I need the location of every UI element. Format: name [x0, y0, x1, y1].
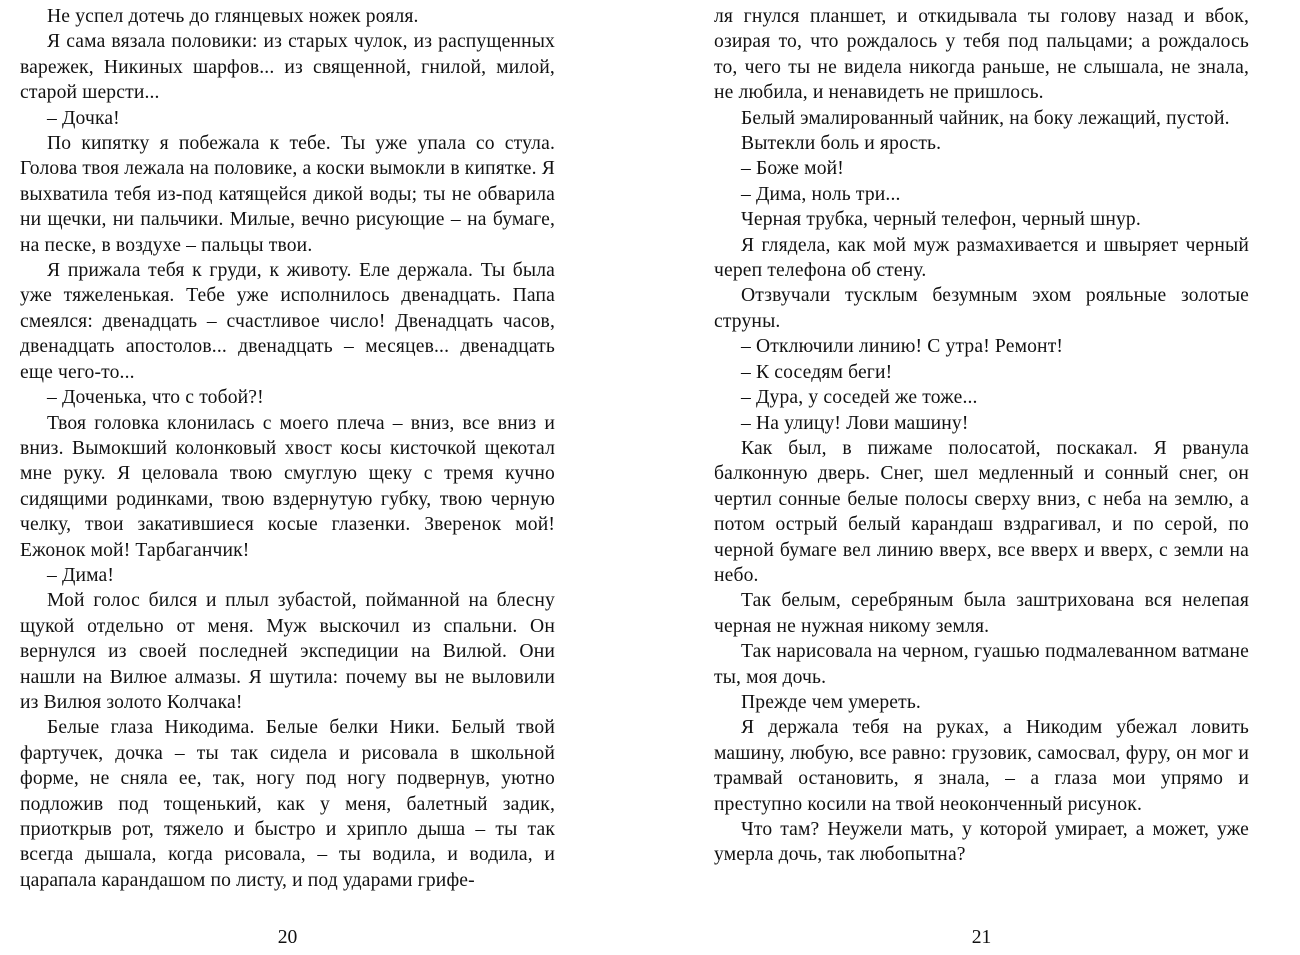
- paragraph: Что там? Неужели мать, у которой умирает, а может, уже умерла дочь, так любопытна?: [714, 819, 1249, 866]
- paragraph-continuation: ля гнулся планшет, и откидывала ты голову назад и вбок, озирая то, что рождалось у тебя под пальцами; а рождалось то, чего ты не видела никогда раньше, не слышала, не знала, не любила, и ненавидеть не пришлось.: [714, 6, 1249, 104]
- paragraph: – Дочка!: [47, 107, 120, 129]
- paragraph: Белые глаза Никодима. Белые белки Ники. Белый твой фартучек, дочка – ты так сидела и рисовала в школьной форме, не сняла ее, так, ногу под ногу подвернув, уютно подложив под тощенький, как у меня, балетный задик, приоткрыв рот, тяжело и быстро и хрипло дыша – ты так всегда дышала, когда рисовала, – ты водила, и водила, и царапала карандашом по листу, и под ударами грифе-: [20, 717, 555, 891]
- paragraph: Белый эмалированный чайник, на боку лежащий, пустой.: [741, 107, 1230, 129]
- paragraph: Я глядела, как мой муж размахивается и швыряет черный череп телефона об стену.: [714, 234, 1249, 282]
- paragraph: По кипятку я побежала к тебе. Ты уже упала со стула. Голова твоя лежала на половике, а коски вымокли в кипятке. Я выхватила тебя из-под катящейся дикой воды; ты не обварила ни щечки, ни пальчики. Милые, вечно рисующие – на бумаге, на песке, в воздухе – пальцы твои.: [20, 133, 555, 256]
- paragraph: – Отключили линию! С утра! Ремонт!: [741, 336, 1064, 358]
- paragraph: Прежде чем умереть.: [741, 691, 921, 713]
- paragraph: Мой голос бился и плыл зубастой, пойманной на блесну щукой отдельно от меня. Муж выскочил из спальни. Он вернулся из своей последней экспедиции на Вилюй. Они нашли на Вилюе алмазы. Я шутила: почему вы не выловили из Вилюя золото Колчака!: [20, 590, 555, 713]
- page-number: 21: [971, 927, 992, 948]
- paragraph: Так нарисовала на черном, гуашью подмалеванном ватмане ты, моя дочь.: [714, 641, 1249, 688]
- paragraph: Я держала тебя на руках, а Никодим убежал ловить машину, любую, все равно: грузовик, самосвал, фуру, он мог и трамвай остановить, я знала, – а глаза мои упрямо и преступно косили на твой неоконченный рисунок.: [714, 717, 1249, 815]
- paragraph: Отзвучали тусклым безумным эхом рояльные золотые струны.: [714, 285, 1249, 332]
- paragraph: Вытекли боль и ярость.: [741, 133, 942, 155]
- left-page: [20, 0, 555, 955]
- paragraph: Твоя головка клонилась с моего плеча – вниз, все вниз и вниз. Вымокший колонковый хвост косы кисточкой щекотал мне руку. Я целовала твою смуглую щеку с тремя кучно сидящими родинками, твою вздернутую губку, твою черную челку, твои закатившиеся косые глазенки. Зверенок мой! Ежонок мой! Тарбаганчик!: [20, 412, 555, 561]
- paragraph: Как был, в пижаме полосатой, поскакал. Я рванула балконную дверь. Снег, шел медленный и сонный снег, он чертил сонные белые полосы сверху вниз, с неба на землю, а потом острый белый карандаш вздрагивал, и по серой, по черной бумаге вел линию вверх, все вверх и вверх, с земли на небо.: [714, 437, 1249, 586]
- paragraph: – К соседям беги!: [741, 361, 893, 383]
- paragraph: Я прижала тебя к груди, к животу. Еле держала. Ты была уже тяжеленькая. Тебе уже исполнилось двенадцать. Папа смеялся: двенадцать – счастливое число! Двенадцать часов, двенадцать апостолов... двенадцать – месяцев... двенадцать еще чего-то...: [20, 260, 555, 383]
- page-number: 20: [277, 927, 298, 948]
- right-page-text: [714, 4, 1249, 868]
- paragraph: – Дима, ноль три...: [741, 183, 901, 205]
- paragraph: – Доченька, что с тобой?!: [47, 387, 264, 409]
- paragraph: Я сама вязала половики: из старых чулок, из распущенных варежек, Никиных шарфов... из священной, гнилой, милой, старой шерсти...: [20, 31, 555, 104]
- paragraph: Черная трубка, черный телефон, черный шнур.: [741, 209, 1141, 231]
- left-page-text: [20, 4, 555, 893]
- paragraph: Так белым, серебряным была заштрихована вся нелепая черная не нужная никому земля.: [714, 590, 1249, 637]
- paragraph: Не успел дотечь до глянцевых ножек рояля.: [47, 6, 419, 27]
- paragraph: – На улицу! Лови машину!: [741, 412, 969, 434]
- right-page: [714, 0, 1249, 955]
- paragraph: – Дура, у соседей же тоже...: [741, 387, 978, 409]
- paragraph: – Дима!: [47, 564, 115, 586]
- paragraph: – Боже мой!: [741, 158, 844, 180]
